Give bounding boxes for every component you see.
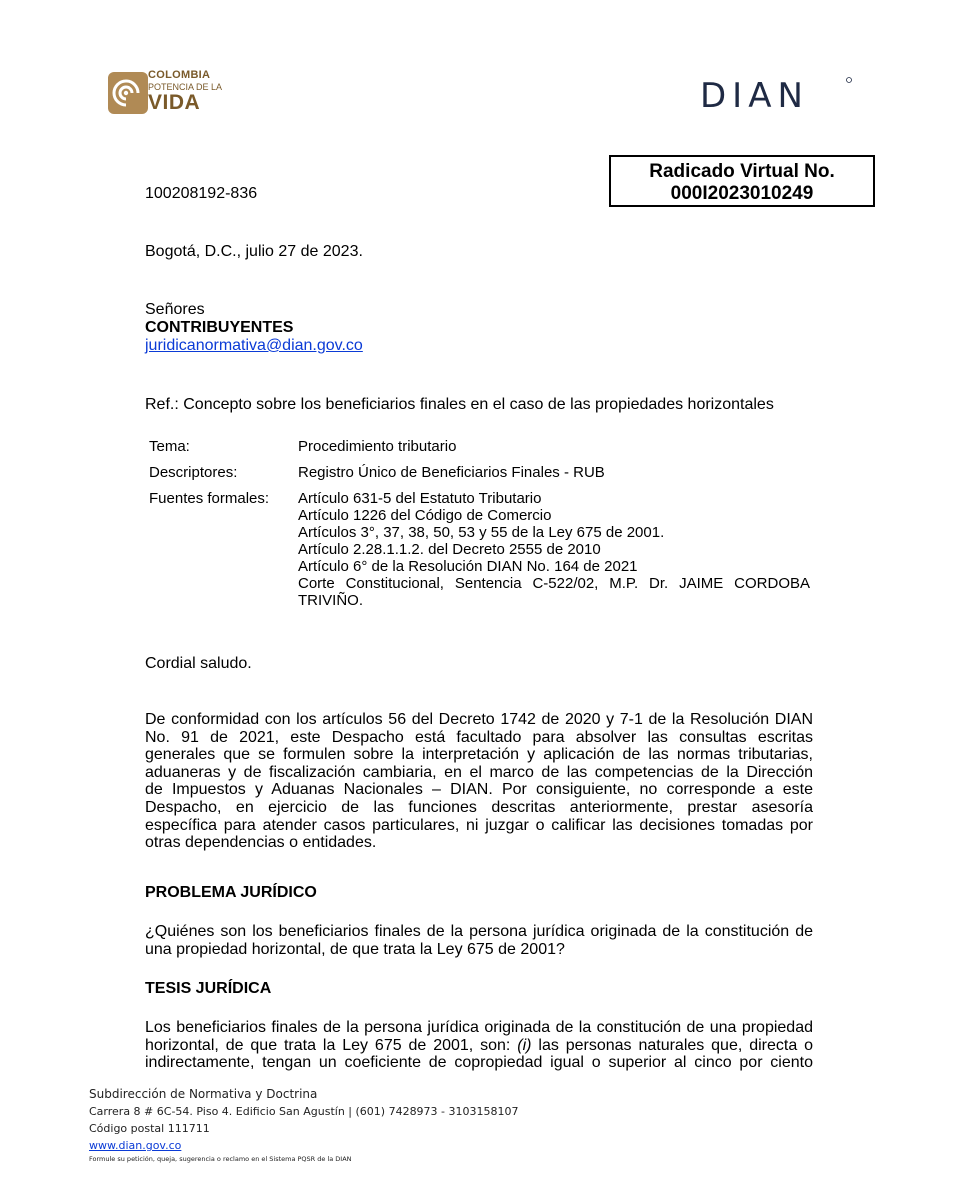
colombia-emblem-icon [106,70,150,116]
problem-paragraph [145,923,813,958]
footer-postal: Código postal 111711 [89,1122,210,1135]
heading-problema-juridico: PROBLEMA JURÍDICO [145,884,317,901]
document-number: 100208192-836 [145,185,258,202]
dian-logo-text: DIAN [700,76,809,114]
intro-line: generales que se formulen sobre la interpretación y aplicación de las normas tributarias, [145,746,813,764]
thesis-line-1: Los beneficiarios finales de la persona jurídica originada de la constitución de una propiedad [145,1019,813,1036]
intro-line: aduaneras y de fiscalización cambiaria, en el marco de las competencias de la Dirección [145,763,813,781]
meta-value-fuentes-7: TRIVIÑO. [298,592,364,609]
recipient-salutation: Señores [145,301,205,318]
meta-value-fuentes-1: Artículo 631-5 del Estatuto Tributario [298,490,542,507]
recipient-name: CONTRIBUYENTES [145,319,294,336]
meta-value-tema: Procedimiento tributario [298,438,457,455]
intro-line: Despacho, en ejercicio de las funciones descritas anteriormente, prestar asesoría [145,798,813,816]
intro-line: específica para atender casos particulares, ni juzgar o calificar las decisiones tomadas por [145,816,813,834]
thesis-line-2-italic: (i) [517,1036,532,1054]
intro-line: de Impuestos y Aduanas Nacionales – DIAN. Por consiguiente, no corresponde a este [145,781,813,799]
thesis-line-3: indirectamente, tengan un coeficiente de copropiedad igual o superior al cinco por ciento [145,1054,813,1072]
meta-value-fuentes-3: Artículos 3°, 37, 38, 50, 53 y 55 de la Ley 675 de 2001. [298,524,665,541]
meta-value-fuentes-4: Artículo 2.28.1.1.2. del Decreto 2555 de 2010 [298,541,601,558]
meta-label-fuentes: Fuentes formales: [149,490,270,507]
thesis-line-2 [145,1037,813,1055]
intro-line: De conformidad con los artículos 56 del Decreto 1742 de 2020 y 7-1 de la Resolución DIAN [145,711,813,728]
footer-pqsr-note: Formule su petición, queja, sugerencia o reclamo en el Sistema PQSR de la DIAN [89,1155,352,1163]
intro-paragraph [145,711,813,852]
radicado-number: 000I2023010249 [670,183,814,204]
meta-label-descriptores: Descriptores: [149,464,238,481]
heading-tesis-juridica: TESIS JURÍDICA [145,980,272,997]
thesis-line-2-post: las personas naturales que, directa o [531,1036,814,1054]
meta-value-fuentes-5: Artículo 6° de la Resolución DIAN No. 164 de 2021 [298,558,638,575]
footer-address: Carrera 8 # 6C-54. Piso 4. Edificio San Agustín | (601) 7428973 - 3103158107 [89,1105,519,1118]
greeting: Cordial saludo. [145,655,252,672]
radicado-title: Radicado Virtual No. [649,161,835,182]
meta-label-tema: Tema: [149,438,190,455]
dian-logo [700,74,854,114]
place-date: Bogotá, D.C., julio 27 de 2023. [145,243,363,260]
footer-web-link[interactable]: www.dian.gov.co [89,1139,182,1152]
thesis-line-2-pre: horizontal, de que trata la Ley 675 de 2001, son: [145,1036,518,1054]
meta-value-fuentes-6: Corte Constitucional, Sentencia C-522/02, M.P. Dr. JAIME CORDOBA [298,575,810,592]
intro-line: No. 91 de 2021, este Despacho está facultado para absolver las consultas escritas [145,728,813,746]
brand-line-2: POTENCIA DE LA [148,82,223,92]
colombia-brand-text [148,70,222,113]
brand-line-3: VIDA [148,91,201,114]
meta-value-fuentes-2: Artículo 1226 del Código de Comercio [298,507,552,524]
recipient-email-link[interactable]: juridicanormativa@dian.gov.co [145,337,363,354]
problem-line: una propiedad horizontal, de que trata la Ley 675 de 2001? [145,940,565,958]
footer-office: Subdirección de Normativa y Doctrina [89,1087,318,1101]
thesis-paragraph [145,1019,813,1072]
radicado-box [609,155,875,207]
reference-line: Ref.: Concepto sobre los beneficiarios finales en el caso de las propiedades horizontales [145,396,774,413]
intro-line: otras dependencias o entidades. [145,834,377,852]
meta-value-descriptores: Registro Único de Beneficiarios Finales - RUB [298,464,605,481]
problem-line: ¿Quiénes son los beneficiarios finales de la persona jurídica originada de la constitución de [145,923,813,940]
brand-line-1: COLOMBIA [148,69,211,81]
